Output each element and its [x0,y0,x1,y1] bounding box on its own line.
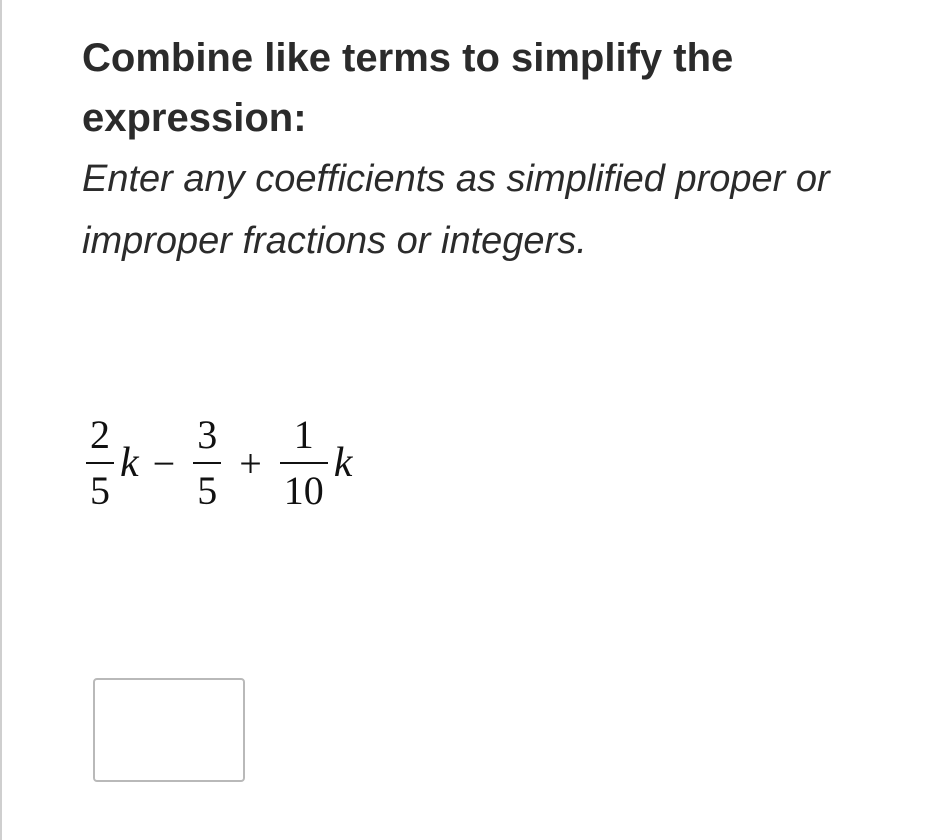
fraction-bar [193,462,221,464]
fraction-term-1 [86,412,114,514]
question-prompt [82,28,882,272]
fraction-denominator: 5 [90,468,110,513]
math-expression [82,398,352,528]
fraction-numerator: 2 [90,412,110,457]
left-border [0,0,2,840]
question-instructions: Enter any coefficients as simplified proper or improper fractions or integers. [82,158,830,262]
fraction-bar [86,462,114,464]
fraction-denominator: 5 [197,468,218,513]
variable: k [120,440,139,486]
fraction-term-3 [280,412,328,514]
answer-input[interactable] [93,678,245,782]
fraction-term-2 [193,412,221,514]
fraction-bar [280,462,328,464]
fraction-denominator: 10 [283,468,324,513]
fraction-numerator: 3 [197,412,218,457]
variable: k [333,440,353,486]
fraction-numerator: 1 [293,412,314,457]
question-title: Combine like terms to simplify the expression: [82,36,734,140]
minus-operator: − [152,440,176,486]
plus-operator: + [239,440,262,486]
